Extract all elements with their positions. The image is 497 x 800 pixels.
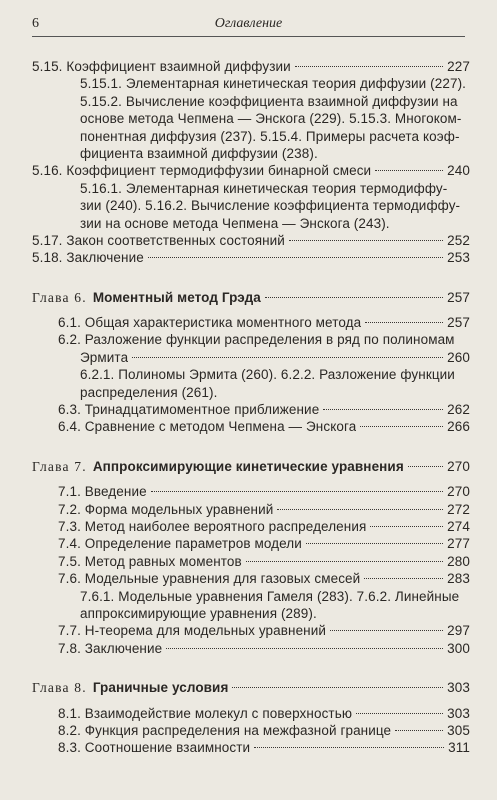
leader-dots — [364, 578, 443, 579]
toc-entry — [32, 249, 470, 266]
page-ref: 283 — [447, 571, 470, 587]
page-ref: 266 — [447, 419, 470, 435]
entry-title: 8.2. Функция распределения на межфазной границе — [58, 722, 392, 738]
page-ref: 297 — [447, 623, 470, 639]
subsection-text: 5.15.2. Вычисление коэффициента взаимной диффузии на — [80, 93, 458, 109]
entry-title: 5.16. Коэффициент термодиффузии бинарной смеси — [32, 163, 372, 179]
entry-title: 6.4. Сравнение с методом Чепмена — Энскога — [58, 419, 357, 435]
page-header — [32, 14, 465, 37]
toc-entry — [32, 232, 470, 249]
leader-dots — [254, 747, 444, 748]
subsection-text: зии на основе метода Чепмена — Энскога (243). — [80, 215, 390, 231]
chapter-heading — [32, 459, 404, 474]
entry-title: 5.15. Коэффициент взаимной диффузии — [32, 59, 291, 74]
chapter-heading — [32, 680, 228, 695]
toc-entry — [32, 162, 470, 179]
toc-entry — [32, 58, 470, 75]
leader-dots — [375, 170, 443, 171]
chapter-line — [32, 458, 470, 475]
chapter-line — [32, 679, 470, 696]
page-ref: 260 — [447, 349, 470, 365]
toc-entry — [32, 570, 470, 587]
entry-title: 8.1. Взаимодействие молекул с поверхностью — [58, 705, 353, 721]
table-of-contents — [32, 58, 470, 757]
page-ref: 303 — [447, 705, 470, 721]
page-ref: 227 — [447, 59, 470, 74]
entry-title: 5.18. Заключение — [32, 250, 144, 266]
page-ref: 257 — [447, 289, 470, 305]
leader-dots — [356, 713, 443, 714]
toc-entry — [32, 553, 470, 570]
toc-entry — [32, 483, 470, 500]
chapter-label: Глава 8. — [32, 680, 87, 696]
subsection-text: распределения (261). — [80, 384, 218, 400]
entry-title: 7.4. Определение параметров модели — [58, 536, 302, 552]
subsection-text: 5.15.1. Элементарная кинетическая теория диффузии (227). — [80, 76, 467, 92]
leader-dots — [277, 509, 443, 510]
entry-title: 7.1. Введение — [58, 484, 147, 500]
subsection-text: 5.16.1. Элементарная кинетическая теория термодиффу- — [80, 180, 448, 196]
page-ref: 262 — [447, 402, 470, 418]
chapter-label: Глава 7. — [32, 458, 87, 474]
toc-entry — [32, 418, 470, 435]
leader-dots — [151, 491, 443, 492]
page-ref: 274 — [447, 518, 470, 534]
toc-entry — [32, 705, 470, 722]
entry-title: 5.17. Закон соответственных состояний — [32, 232, 285, 248]
page-ref: 240 — [447, 163, 470, 179]
leader-dots — [295, 66, 443, 67]
chapter-title: Аппроксимирующие кинетические уравнения — [92, 458, 404, 474]
entry-title: 7.3. Метод наиболее вероятного распределения — [58, 518, 367, 534]
page-ref: 305 — [447, 722, 470, 738]
entry-title: 7.7. H-теорема для модельных уравнений — [58, 623, 327, 639]
leader-dots — [132, 357, 443, 358]
chapter-label: Глава 6. — [32, 289, 87, 305]
toc-entry — [32, 401, 470, 418]
subsection-text: фициента взаимной диффузии (238). — [80, 145, 318, 161]
page-ref: 252 — [447, 232, 470, 248]
entry-title: 7.6. Модельные уравнения для газовых смесей — [58, 571, 361, 587]
toc-entry — [32, 622, 470, 639]
chapter-heading — [32, 290, 261, 305]
page-ref: 300 — [447, 640, 470, 656]
toc-entry — [32, 739, 470, 756]
leader-dots — [232, 687, 443, 688]
toc-entry — [32, 501, 470, 518]
leader-dots — [289, 240, 443, 241]
leader-dots — [246, 561, 443, 562]
entry-title — [32, 679, 228, 696]
subsection-text: основе метода Чепмена — Энскога (229). 5.15.3. Многоком- — [80, 111, 462, 127]
leader-dots — [365, 322, 443, 323]
page-ref: 303 — [447, 680, 470, 696]
entry-title: 7.8. Заключение — [58, 640, 163, 656]
leader-dots — [323, 409, 443, 410]
entry-title: 6.1. Общая характеристика моментного метода — [58, 315, 362, 331]
subsection-text: аппроксимирующие уравнения (289). — [80, 605, 317, 621]
entry-title: Эрмита — [80, 349, 129, 365]
toc-entry — [32, 722, 470, 739]
entry-title — [32, 289, 261, 306]
page-ref: 272 — [447, 501, 470, 517]
entry-title: 8.3. Соотношение взаимности — [58, 740, 251, 756]
entry-title: 7.5. Метод равных моментов — [58, 553, 242, 569]
leader-dots — [360, 426, 443, 427]
leader-dots — [330, 630, 443, 631]
subsection-text: зии (240). 5.16.2. Вычисление коэффициента термодиффу- — [80, 198, 461, 214]
page-ref: 277 — [447, 536, 470, 552]
entry-title: 6.3. Тринадцатимоментное приближение — [58, 402, 320, 418]
page-ref: 280 — [447, 553, 470, 569]
page-number: 6 — [32, 16, 39, 31]
leader-dots — [265, 297, 443, 298]
chapter-line — [32, 289, 470, 306]
chapter-title: Граничные условия — [92, 680, 229, 696]
toc-entry — [32, 640, 470, 657]
chapter-title: Моментный метод Грэда — [92, 289, 261, 305]
page-ref: 257 — [447, 315, 470, 331]
subsection-text: 7.6.1. Модельные уравнения Гамеля (283). 7.6.2. Линейные — [80, 588, 460, 604]
toc-entry — [32, 314, 470, 331]
running-head: Оглавление — [214, 16, 283, 31]
toc-entry-continuation — [32, 349, 470, 366]
toc-entry — [32, 535, 470, 552]
page-ref: 270 — [447, 484, 470, 500]
toc-entry — [32, 518, 470, 535]
page-ref: 253 — [447, 250, 470, 266]
subsection-text: понентная диффузия (237). 5.15.4. Примеры расчета коэф- — [80, 128, 460, 144]
leader-dots — [370, 526, 443, 527]
page-ref: 311 — [448, 740, 470, 756]
entry-title — [32, 458, 404, 475]
leader-dots — [306, 543, 443, 544]
leader-dots — [395, 730, 443, 731]
entry-title: 7.2. Форма модельных уравнений — [58, 501, 274, 517]
leader-dots — [166, 648, 443, 649]
page-ref: 270 — [447, 458, 470, 474]
toc-entry-first-line: 6.2. Разложение функции распределения в ряд по полиномам — [58, 332, 455, 348]
leader-dots — [408, 466, 443, 467]
subsection-text: 6.2.1. Полиномы Эрмита (260). 6.2.2. Разложение функции — [80, 367, 455, 383]
leader-dots — [148, 257, 443, 258]
